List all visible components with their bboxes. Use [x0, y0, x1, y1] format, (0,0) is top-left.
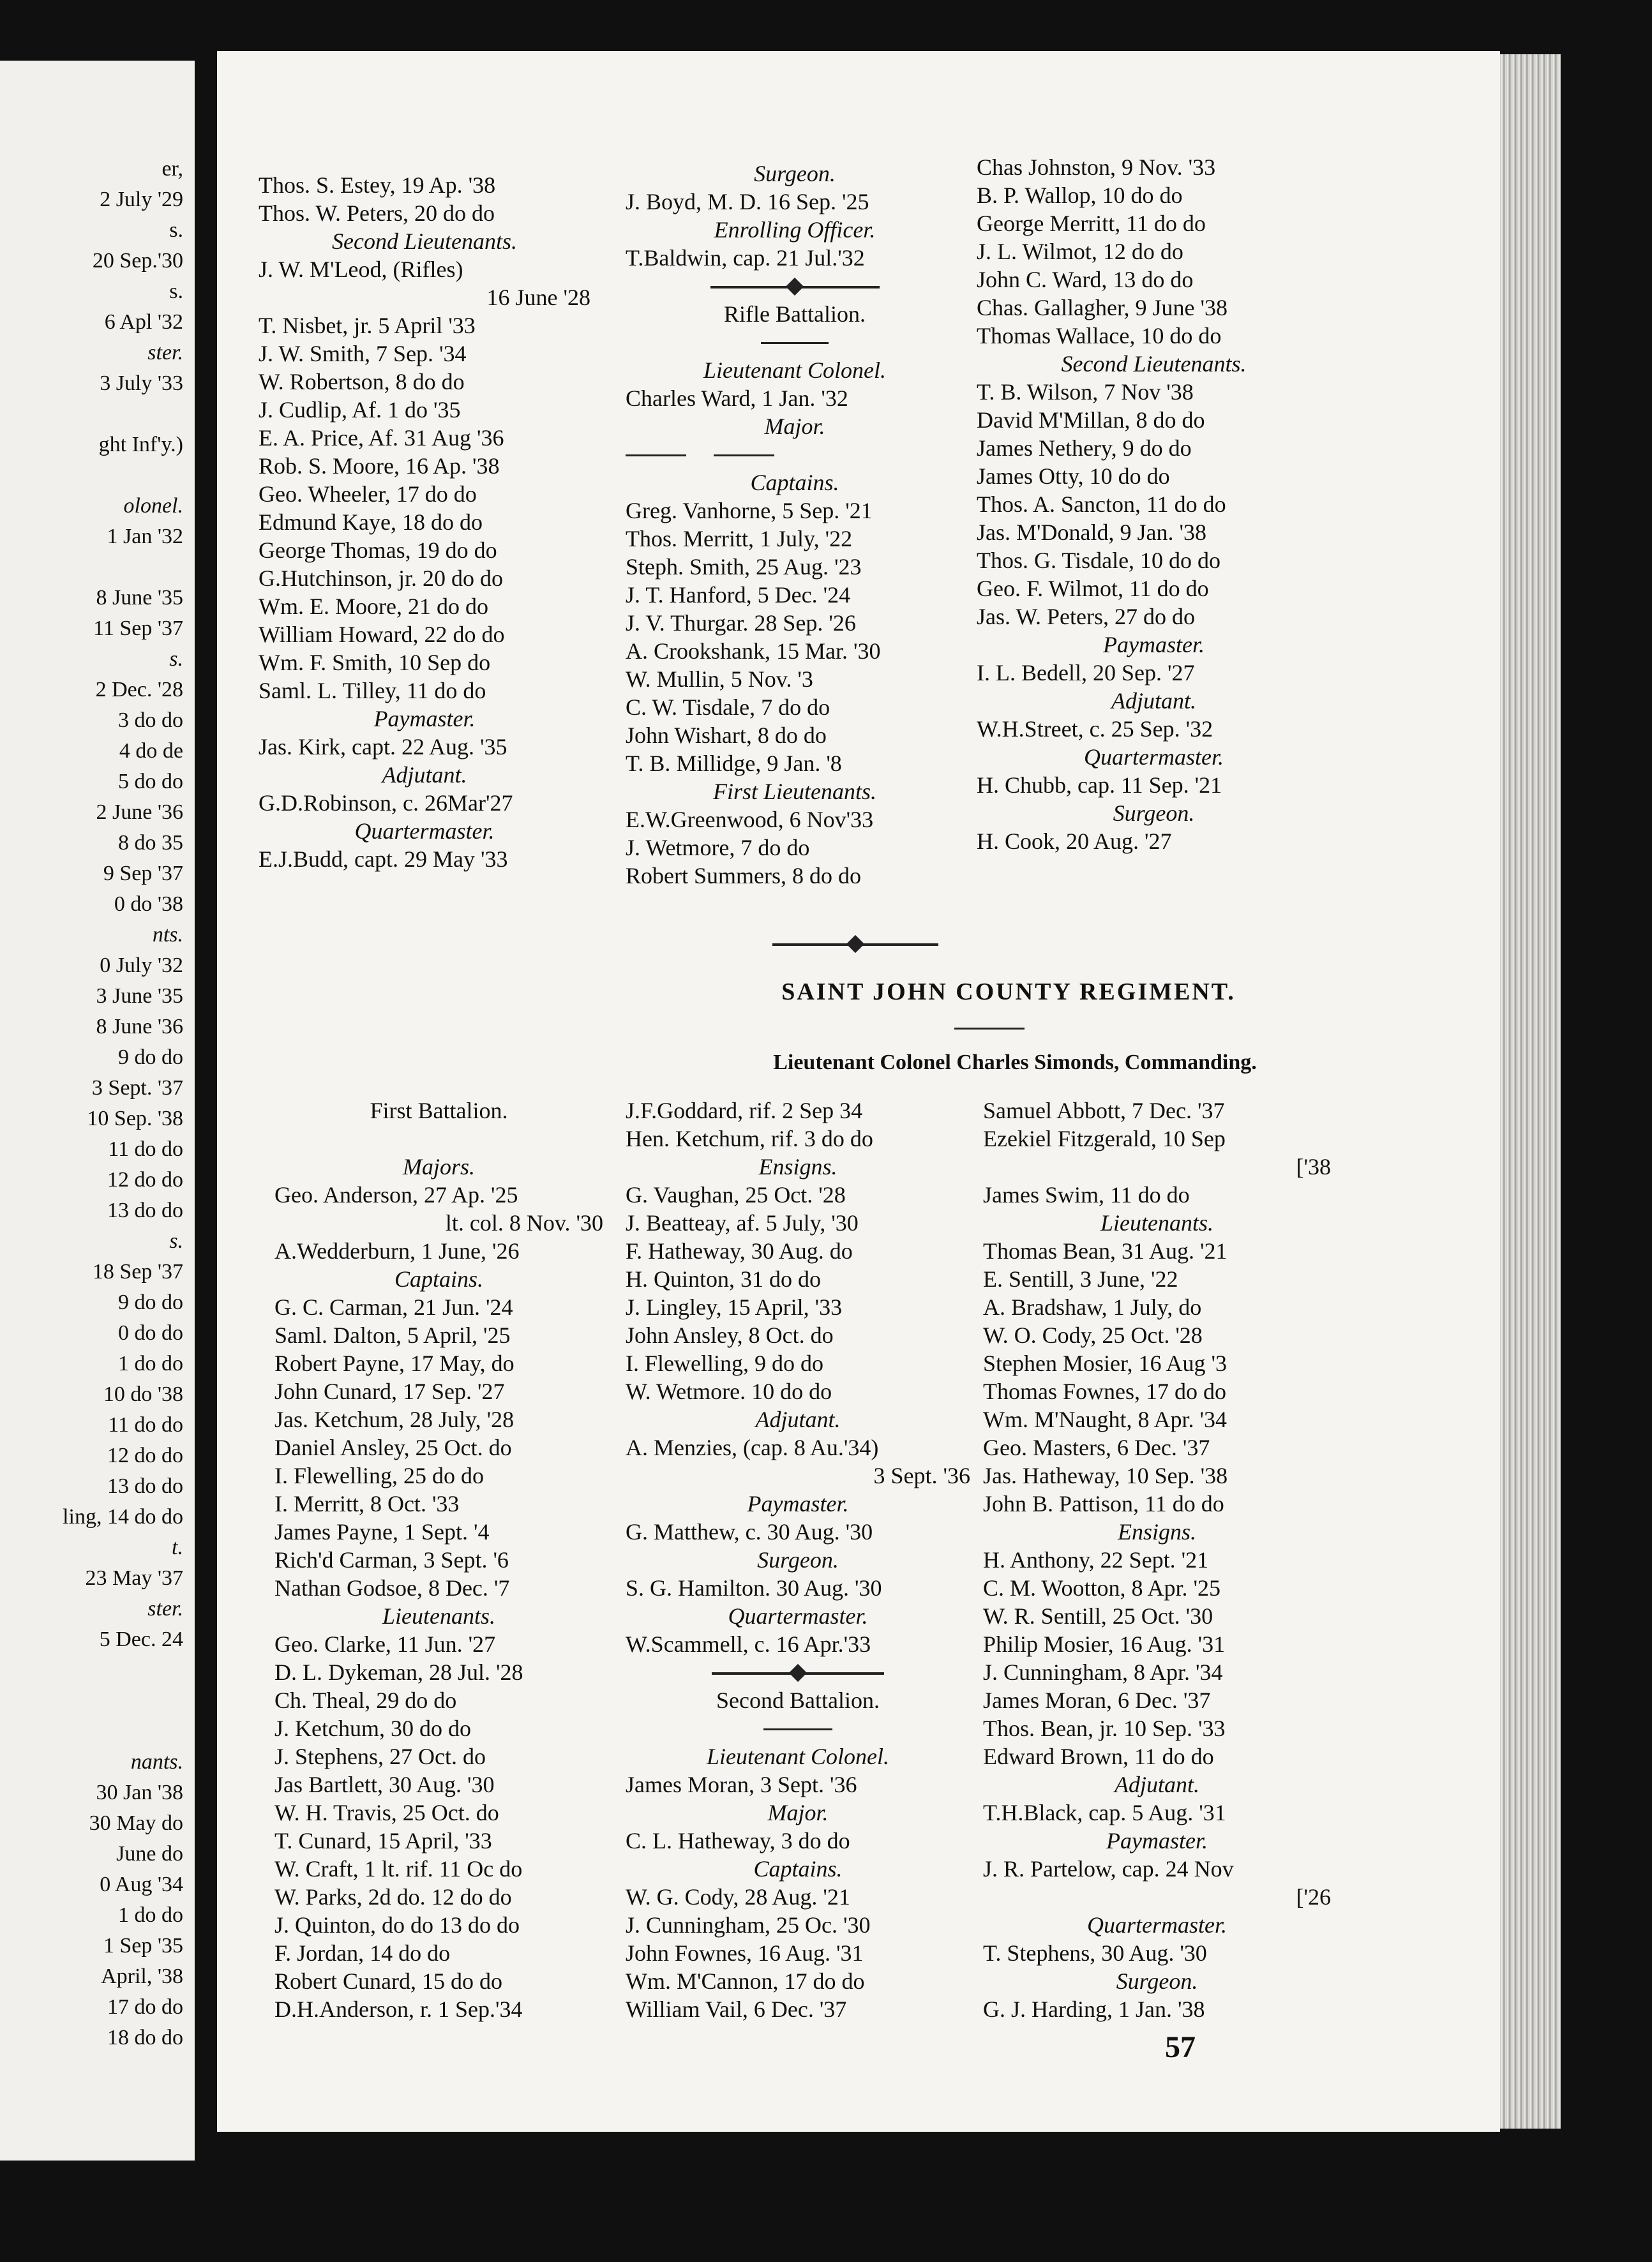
facing-page-line: 3 do do	[118, 708, 183, 732]
roster-entry: Geo. F. Wilmot, 11 do do	[977, 576, 1209, 601]
roster-entry: John Wishart, 8 do do	[626, 723, 827, 748]
facing-page-line: 2 June '36	[96, 800, 183, 824]
roster-entry: W. Mullin, 5 Nov. '3	[626, 666, 813, 692]
section-heading: Lieutenant Colonel.	[707, 1744, 889, 1769]
roster-entry: A.Wedderburn, 1 June, '26	[274, 1238, 520, 1264]
section-heading: Paymaster.	[1106, 1828, 1208, 1854]
section-heading: Captains.	[750, 470, 839, 495]
roster-entry: Chas Johnston, 9 Nov. '33	[977, 154, 1216, 180]
facing-page-line: 0 do '38	[114, 892, 183, 916]
roster-entry: Geo. Masters, 6 Dec. '37	[983, 1435, 1210, 1460]
roster-entry: Jas Bartlett, 30 Aug. '30	[274, 1772, 495, 1797]
facing-page-line: 8 do 35	[118, 831, 183, 855]
roster-entry: G. J. Harding, 1 Jan. '38	[983, 1996, 1205, 2022]
roster-entry: I. Merritt, 8 Oct. '33	[274, 1491, 460, 1517]
roster-entry: G.Hutchinson, jr. 20 do do	[259, 566, 503, 591]
roster-entry: James Nethery, 9 do do	[977, 435, 1192, 461]
roster-entry: James Otty, 10 do do	[977, 463, 1170, 489]
facing-page-line: 18 do do	[107, 2026, 183, 2049]
roster-entry: Jas. M'Donald, 9 Jan. '38	[977, 520, 1206, 545]
facing-page-line: ling, 14 do do	[63, 1505, 183, 1529]
facing-page-line: 10 Sep. '38	[87, 1107, 183, 1130]
roster-entry: F. Jordan, 14 do do	[274, 1940, 451, 1966]
roster-entry: F. Hatheway, 30 Aug. do	[626, 1238, 853, 1264]
roster-entry: J. Cunningham, 25 Oc. '30	[626, 1912, 871, 1938]
section-heading: Second Lieutenants.	[1061, 351, 1247, 377]
roster-entry: 3 Sept. '36	[873, 1463, 970, 1488]
roster-entry: D. L. Dykeman, 28 Jul. '28	[274, 1659, 523, 1685]
roster-entry: Wm. M'Cannon, 17 do do	[626, 1968, 865, 1994]
roster-entry: J.F.Goddard, rif. 2 Sep 34	[626, 1098, 863, 1123]
roster-entry: T. B. Millidge, 9 Jan. '8	[626, 751, 842, 776]
roster-entry: J. L. Wilmot, 12 do do	[977, 239, 1183, 264]
facing-page-line: 13 do do	[107, 1474, 183, 1498]
section-heading: Majors.	[402, 1154, 475, 1180]
roster-entry: J. R. Partelow, cap. 24 Nov	[983, 1856, 1234, 1882]
roster-entry: W. R. Sentill, 25 Oct. '30	[983, 1603, 1213, 1629]
roster-entry: E.W.Greenwood, 6 Nov'33	[626, 807, 874, 832]
roster-entry: I. Flewelling, 25 do do	[274, 1463, 484, 1488]
roster-entry: Rich'd Carman, 3 Sept. '6	[274, 1547, 509, 1573]
roster-entry: T. B. Wilson, 7 Nov '38	[977, 379, 1194, 405]
section-heading: Major.	[767, 1800, 829, 1825]
facing-page-line: 5 do do	[118, 770, 183, 793]
roster-entry: E.J.Budd, capt. 29 May '33	[259, 846, 508, 872]
facing-page-line: ster.	[147, 1597, 183, 1621]
facing-page-line: s.	[169, 218, 183, 242]
roster-entry: A. Menzies, (cap. 8 Au.'34)	[626, 1435, 879, 1460]
facing-page-line: 0 July '32	[100, 954, 183, 977]
facing-page-line: June do	[116, 1842, 183, 1866]
roster-entry: William Howard, 22 do do	[259, 622, 505, 647]
facing-page-line: 9 do do	[118, 1045, 183, 1069]
ornament-divider	[710, 286, 880, 288]
roster-entry: G. Vaughan, 25 Oct. '28	[626, 1182, 846, 1208]
roster-entry: G.D.Robinson, c. 26Mar'27	[259, 790, 513, 816]
facing-page-line: 12 do do	[107, 1168, 183, 1192]
facing-page-line: er,	[161, 157, 183, 181]
roster-entry: H. Chubb, cap. 11 Sep. '21	[977, 772, 1222, 798]
roster-entry: J. Beatteay, af. 5 July, '30	[626, 1210, 859, 1236]
rule-divider	[763, 1728, 832, 1730]
roster-entry: D.H.Anderson, r. 1 Sep.'34	[274, 1996, 523, 2022]
roster-entry: B. P. Wallop, 10 do do	[977, 183, 1183, 208]
facing-page-line: 0 Aug '34	[100, 1873, 183, 1896]
roster-entry: W.Scammell, c. 16 Apr.'33	[626, 1631, 871, 1657]
facing-page-line: 18 Sep '37	[92, 1260, 183, 1284]
roster-entry: Saml. Dalton, 5 April, '25	[274, 1322, 511, 1348]
roster-entry: Steph. Smith, 25 Aug. '23	[626, 554, 862, 580]
roster-entry: C. M. Wootton, 8 Apr. '25	[983, 1575, 1220, 1601]
facing-page-line: 0 do do	[118, 1321, 183, 1345]
roster-entry: H. Cook, 20 Aug. '27	[977, 828, 1172, 854]
roster-entry: I. Flewelling, 9 do do	[626, 1351, 823, 1376]
roster-entry: William Vail, 6 Dec. '37	[626, 1996, 847, 2022]
facing-page-line: 6 Apl '32	[104, 310, 183, 334]
roster-entry: W. Craft, 1 lt. rif. 11 Oc do	[274, 1856, 523, 1882]
roster-entry: T. Stephens, 30 Aug. '30	[983, 1940, 1207, 1966]
section-heading: Lieutenant Colonel.	[703, 357, 886, 383]
section-heading: Quartermaster.	[1086, 1912, 1227, 1938]
facing-page-line: 20 Sep.'30	[92, 249, 183, 273]
roster-entry: J. W. M'Leod, (Rifles)	[259, 257, 463, 282]
roster-entry: G. Matthew, c. 30 Aug. '30	[626, 1519, 873, 1545]
section-heading: Captains.	[753, 1856, 843, 1882]
section-heading: Enrolling Officer.	[714, 217, 876, 243]
roster-entry: Hen. Ketchum, rif. 3 do do	[626, 1126, 873, 1151]
facing-page-line: 11 do do	[108, 1137, 183, 1161]
section-heading: Surgeon.	[754, 161, 836, 186]
section-heading: Major.	[764, 414, 825, 439]
roster-entry: Thos. Merritt, 1 July, '22	[626, 526, 853, 551]
roster-entry: James Moran, 3 Sept. '36	[626, 1772, 857, 1797]
roster-entry: E. A. Price, Af. 31 Aug '36	[259, 425, 504, 451]
roster-entry: Thomas Wallace, 10 do do	[977, 323, 1222, 348]
section-heading: Lieutenants.	[1100, 1210, 1213, 1236]
facing-page-line: 9 Sep '37	[103, 862, 183, 885]
roster-entry: Robert Cunard, 15 do do	[274, 1968, 502, 1994]
roster-entry: W. Wetmore. 10 do do	[626, 1379, 832, 1404]
roster-entry: George Merritt, 11 do do	[977, 211, 1206, 236]
roster-entry: J. W. Smith, 7 Sep. '34	[259, 341, 467, 366]
roster-entry: Chas. Gallagher, 9 June '38	[977, 295, 1228, 320]
facing-page-line: 17 do do	[107, 1995, 183, 2019]
section-heading: Quartermaster.	[728, 1603, 868, 1629]
facing-page-line: nts.	[152, 923, 183, 947]
roster-entry: Philip Mosier, 16 Aug. '31	[983, 1631, 1226, 1657]
roster-entry: A. Bradshaw, 1 July, do	[983, 1294, 1202, 1320]
roster-entry: David M'Millan, 8 do do	[977, 407, 1205, 433]
section-heading: Quartermaster.	[354, 818, 495, 844]
roster-entry: H. Anthony, 22 Sept. '21	[983, 1547, 1209, 1573]
facing-page-line: 8 June '35	[96, 586, 183, 610]
roster-entry: James Payne, 1 Sept. '4	[274, 1519, 490, 1545]
roster-entry: Samuel Abbott, 7 Dec. '37	[983, 1098, 1225, 1123]
rule-divider	[954, 1028, 1025, 1030]
roster-entry: Geo. Clarke, 11 Jun. '27	[274, 1631, 496, 1657]
facing-page-line: 11 Sep '37	[93, 617, 183, 640]
roster-entry: W. H. Travis, 25 Oct. do	[274, 1800, 499, 1825]
roster-entry: 16 June '28	[486, 285, 590, 310]
roster-entry: Ezekiel Fitzgerald, 10 Sep	[983, 1126, 1226, 1151]
section-heading: Paymaster.	[747, 1491, 849, 1517]
facing-page-line: olonel.	[123, 494, 183, 518]
roster-entry: John Ansley, 8 Oct. do	[626, 1322, 834, 1348]
section-heading: Paymaster.	[1103, 632, 1205, 657]
facing-page-line: 30 Jan '38	[96, 1781, 183, 1804]
roster-entry: Wm. F. Smith, 10 Sep do	[259, 650, 491, 675]
roster-entry: H. Quinton, 31 do do	[626, 1266, 821, 1292]
roster-entry: G. C. Carman, 21 Jun. '24	[274, 1294, 513, 1320]
section-heading: First Lieutenants.	[712, 779, 876, 804]
roster-entry: Thos. W. Peters, 20 do do	[259, 200, 495, 226]
page-edges	[1500, 54, 1561, 2129]
facing-page-line: 3 June '35	[96, 984, 183, 1008]
roster-entry: C. W. Tisdale, 7 do do	[626, 694, 830, 720]
section-heading: Quartermaster.	[1083, 744, 1224, 770]
roster-entry: J. T. Hanford, 5 Dec. '24	[626, 582, 851, 608]
facing-page-line: 8 June '36	[96, 1015, 183, 1038]
roster-entry: J. Cunningham, 8 Apr. '34	[983, 1659, 1223, 1685]
section-heading: Adjutant.	[382, 762, 467, 788]
facing-page-line: 1 do do	[118, 1352, 183, 1375]
facing-page-line: 1 Jan '32	[107, 525, 183, 548]
facing-page-line: nants.	[130, 1750, 183, 1774]
roster-entry: ['26	[1296, 1884, 1331, 1910]
roster-entry: Rob. S. Moore, 16 Ap. '38	[259, 453, 500, 479]
page	[217, 51, 1500, 2132]
roster-entry: Edward Brown, 11 do do	[983, 1744, 1214, 1769]
section-heading: Captains.	[394, 1266, 484, 1292]
roster-entry: W. G. Cody, 28 Aug. '21	[626, 1884, 850, 1910]
facing-page-line: 1 Sep '35	[103, 1934, 183, 1958]
regiment-commander: Lieutenant Colonel Charles Simonds, Commanding.	[773, 1051, 1257, 1074]
section-heading: Adjutant.	[1115, 1772, 1199, 1797]
roster-entry: Jas. Hatheway, 10 Sep. '38	[983, 1463, 1228, 1488]
roster-entry: W.H.Street, c. 25 Sep. '32	[977, 716, 1213, 742]
roster-entry: John B. Pattison, 11 do do	[983, 1491, 1224, 1517]
section-heading: Adjutant.	[755, 1407, 841, 1432]
roster-entry: Thomas Bean, 31 Aug. '21	[983, 1238, 1228, 1264]
facing-page-line: ght Inf'y.)	[98, 433, 183, 456]
roster-entry: Robert Payne, 17 May, do	[274, 1351, 514, 1376]
roster-entry: Ch. Theal, 29 do do	[274, 1688, 457, 1713]
roster-entry: John Fownes, 16 Aug. '31	[626, 1940, 864, 1966]
facing-page-line: 2 July '29	[100, 188, 183, 211]
facing-page-line: 23 May '37	[85, 1566, 183, 1590]
section-heading: Adjutant.	[1111, 688, 1196, 714]
roster-entry: Thomas Fownes, 17 do do	[983, 1379, 1226, 1404]
facing-page-line: s.	[169, 647, 183, 671]
facing-page-line: 11 do do	[108, 1413, 183, 1437]
roster-entry: George Thomas, 19 do do	[259, 537, 497, 563]
section-heading: Ensigns.	[1117, 1519, 1196, 1545]
roster-entry: J. Boyd, M. D. 16 Sep. '25	[626, 189, 869, 214]
roster-entry: I. L. Bedell, 20 Sep. '27	[977, 660, 1195, 685]
section-heading: Second Battalion.	[716, 1688, 880, 1713]
roster-entry: S. G. Hamilton. 30 Aug. '30	[626, 1575, 882, 1601]
section-heading: Ensigns.	[758, 1154, 837, 1180]
roster-entry: J. Lingley, 15 April, '33	[626, 1294, 843, 1320]
section-heading: Surgeon.	[757, 1547, 839, 1573]
facing-page-line: ster.	[147, 341, 183, 364]
roster-entry: J. Ketchum, 30 do do	[274, 1716, 471, 1741]
roster-entry: Thos. Bean, jr. 10 Sep. '33	[983, 1716, 1226, 1741]
roster-entry: Robert Summers, 8 do do	[626, 863, 861, 888]
facing-page-line: 30 May do	[89, 1811, 183, 1835]
facing-page-line: 13 do do	[107, 1199, 183, 1222]
roster-entry: W. Robertson, 8 do do	[259, 369, 465, 394]
roster-entry: Geo. Wheeler, 17 do do	[259, 481, 477, 507]
roster-entry: T.H.Black, cap. 5 Aug. '31	[983, 1800, 1226, 1825]
roster-entry: J. V. Thurgar. 28 Sep. '26	[626, 610, 856, 636]
rule-divider	[761, 342, 829, 344]
facing-page-line: April, '38	[101, 1965, 183, 1988]
roster-entry: Thos. G. Tisdale, 10 do do	[977, 548, 1221, 573]
section-heading: Surgeon.	[1116, 1968, 1198, 1994]
facing-page-line: s.	[169, 1229, 183, 1253]
facing-page-line: s.	[169, 280, 183, 303]
roster-entry: Edmund Kaye, 18 do do	[259, 509, 483, 535]
roster-entry: James Swim, 11 do do	[983, 1182, 1190, 1208]
roster-entry: Jas. W. Peters, 27 do do	[977, 604, 1195, 629]
roster-entry: Geo. Anderson, 27 Ap. '25	[274, 1182, 518, 1208]
roster-entry: T.Baldwin, cap. 21 Jul.'32	[626, 245, 865, 271]
roster-entry: John Cunard, 17 Sep. '27	[274, 1379, 505, 1404]
regiment-title: SAINT JOHN COUNTY REGIMENT.	[781, 978, 1236, 1005]
facing-page-line: 4 do de	[119, 739, 183, 763]
roster-entry: A. Crookshank, 15 Mar. '30	[626, 638, 881, 664]
roster-entry: Daniel Ansley, 25 Oct. do	[274, 1435, 512, 1460]
facing-page-line: 3 July '33	[100, 371, 183, 395]
roster-entry: Wm. M'Naught, 8 Apr. '34	[983, 1407, 1227, 1432]
page-number: 57	[1165, 2030, 1196, 2064]
section-heading: First Battalion.	[370, 1098, 508, 1123]
facing-page-line: 1 do do	[118, 1903, 183, 1927]
roster-entry: T. Nisbet, jr. 5 April '33	[259, 313, 476, 338]
facing-page-line: 12 do do	[107, 1444, 183, 1467]
roster-entry: lt. col. 8 Nov. '30	[445, 1210, 603, 1236]
section-heading: Rifle Battalion.	[724, 301, 866, 327]
section-heading: Lieutenants.	[382, 1603, 495, 1629]
roster-entry: James Moran, 6 Dec. '37	[983, 1688, 1211, 1713]
roster-entry: Wm. E. Moore, 21 do do	[259, 594, 488, 619]
roster-entry: E. Sentill, 3 June, '22	[983, 1266, 1178, 1292]
facing-page-line: t.	[172, 1536, 183, 1559]
roster-entry: J. Stephens, 27 Oct. do	[274, 1744, 486, 1769]
facing-page	[0, 61, 195, 2161]
roster-entry: J. Quinton, do do 13 do do	[274, 1912, 520, 1938]
roster-entry: Stephen Mosier, 16 Aug '3	[983, 1351, 1228, 1376]
section-heading: Paymaster.	[373, 706, 476, 731]
ornament-divider	[772, 943, 938, 946]
roster-entry: C. L. Hatheway, 3 do do	[626, 1828, 850, 1854]
facing-page-line: 10 do '38	[103, 1382, 183, 1406]
roster-entry: Charles Ward, 1 Jan. '32	[626, 386, 848, 411]
roster-entry: Jas. Ketchum, 28 July, '28	[274, 1407, 514, 1432]
roster-entry: Jas. Kirk, capt. 22 Aug. '35	[259, 734, 507, 760]
roster-entry: Saml. L. Tilley, 11 do do	[259, 678, 486, 703]
roster-entry: Greg. Vanhorne, 5 Sep. '21	[626, 498, 873, 523]
facing-page-line: 2 Dec. '28	[95, 678, 183, 701]
roster-entry: Thos. A. Sancton, 11 do do	[977, 491, 1226, 517]
roster-entry: W. Parks, 2d do. 12 do do	[274, 1884, 512, 1910]
roster-entry: Thos. S. Estey, 19 Ap. '38	[259, 172, 496, 198]
roster-entry: Nathan Godsoe, 8 Dec. '7	[274, 1575, 510, 1601]
roster-entry: J. Cudlip, Af. 1 do '35	[259, 397, 461, 423]
section-heading: Surgeon.	[1113, 800, 1195, 826]
section-heading: Second Lieutenants.	[332, 228, 517, 254]
facing-page-line: 9 do do	[118, 1291, 183, 1314]
roster-entry: ['38	[1296, 1154, 1331, 1180]
facing-page-line: 3 Sept. '37	[91, 1076, 183, 1100]
roster-entry: W. O. Cody, 25 Oct. '28	[983, 1322, 1203, 1348]
roster-entry: J. Wetmore, 7 do do	[626, 835, 810, 860]
roster-entry: T. Cunard, 15 April, '33	[274, 1828, 492, 1854]
facing-page-line: 5 Dec. 24	[99, 1628, 183, 1651]
ornament-divider	[712, 1672, 884, 1675]
roster-entry: John C. Ward, 13 do do	[977, 267, 1194, 292]
